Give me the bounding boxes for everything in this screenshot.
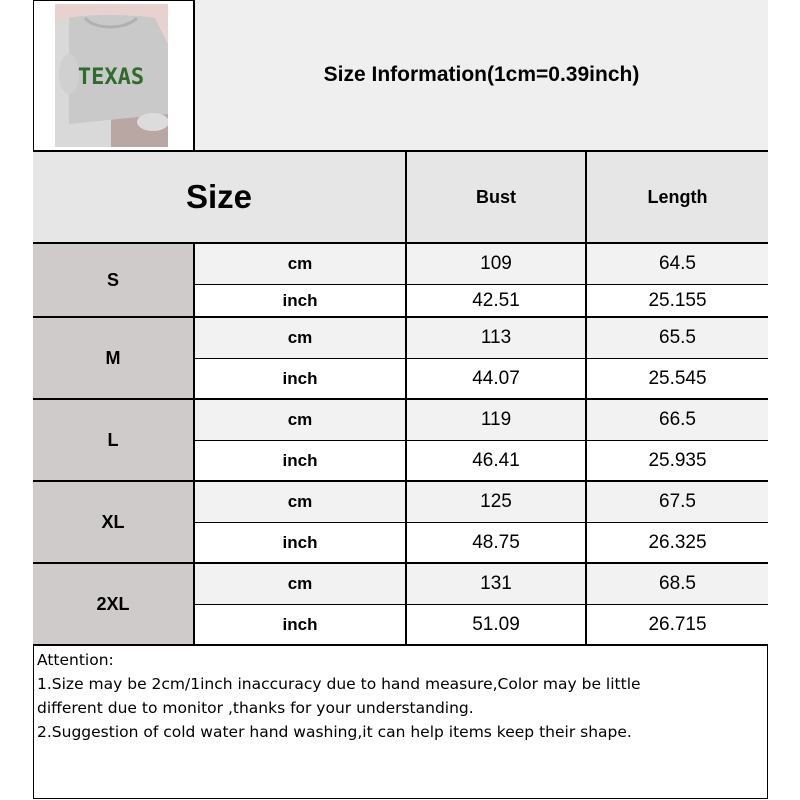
unit-cm: cm bbox=[195, 482, 407, 523]
length-cm-value: 67.5 bbox=[587, 482, 768, 523]
length-cm-value: 65.5 bbox=[587, 318, 768, 359]
unit-cm: cm bbox=[195, 400, 407, 441]
bust-inch-value: 48.75 bbox=[407, 523, 587, 564]
length-inch-value: 25.545 bbox=[587, 359, 768, 400]
column-header-length: Length bbox=[587, 152, 768, 244]
unit-inch: inch bbox=[195, 523, 407, 564]
unit-inch: inch bbox=[195, 285, 407, 318]
unit-inch: inch bbox=[195, 441, 407, 482]
header bbox=[33, 0, 768, 152]
size-label: L bbox=[33, 400, 195, 482]
bust-cm-value: 125 bbox=[407, 482, 587, 523]
header-title-cell bbox=[195, 0, 768, 150]
length-inch-value: 26.325 bbox=[587, 523, 768, 564]
unit-cm: cm bbox=[195, 244, 407, 285]
product-thumbnail bbox=[55, 4, 168, 147]
length-cm-value: 64.5 bbox=[587, 244, 768, 285]
attention-notes bbox=[37, 648, 762, 744]
size-label: M bbox=[33, 318, 195, 400]
page-title: Size Information(1cm=0.39inch) bbox=[323, 63, 640, 86]
unit-inch: inch bbox=[195, 605, 407, 646]
size-label: S bbox=[33, 244, 195, 318]
bust-cm-value: 119 bbox=[407, 400, 587, 441]
note-1-line-2: different due to monitor ,thanks for your understanding. bbox=[37, 699, 474, 717]
bust-cm-value: 109 bbox=[407, 244, 587, 285]
size-label: 2XL bbox=[33, 564, 195, 646]
bust-inch-value: 42.51 bbox=[407, 285, 587, 318]
bust-cm-value: 131 bbox=[407, 564, 587, 605]
length-inch-value: 25.155 bbox=[587, 285, 768, 318]
bust-cm-value: 113 bbox=[407, 318, 587, 359]
note-2: 2.Suggestion of cold water hand washing,it can help items keep their shape. bbox=[37, 723, 632, 741]
bust-inch-value: 44.07 bbox=[407, 359, 587, 400]
thumbnail-texas-text: TEXAS bbox=[77, 65, 145, 90]
length-cm-value: 66.5 bbox=[587, 400, 768, 441]
note-1-line-1: 1.Size may be 2cm/1inch inaccuracy due to hand measure,Color may be little bbox=[37, 675, 641, 693]
unit-cm: cm bbox=[195, 318, 407, 359]
notes-heading: Attention: bbox=[37, 651, 114, 669]
column-header-bust: Bust bbox=[407, 152, 587, 244]
bust-inch-value: 51.09 bbox=[407, 605, 587, 646]
length-inch-value: 25.935 bbox=[587, 441, 768, 482]
column-header-size: Size bbox=[33, 152, 407, 244]
bust-inch-value: 46.41 bbox=[407, 441, 587, 482]
length-inch-value: 26.715 bbox=[587, 605, 768, 646]
length-cm-value: 68.5 bbox=[587, 564, 768, 605]
size-label: XL bbox=[33, 482, 195, 564]
unit-cm: cm bbox=[195, 564, 407, 605]
unit-inch: inch bbox=[195, 359, 407, 400]
